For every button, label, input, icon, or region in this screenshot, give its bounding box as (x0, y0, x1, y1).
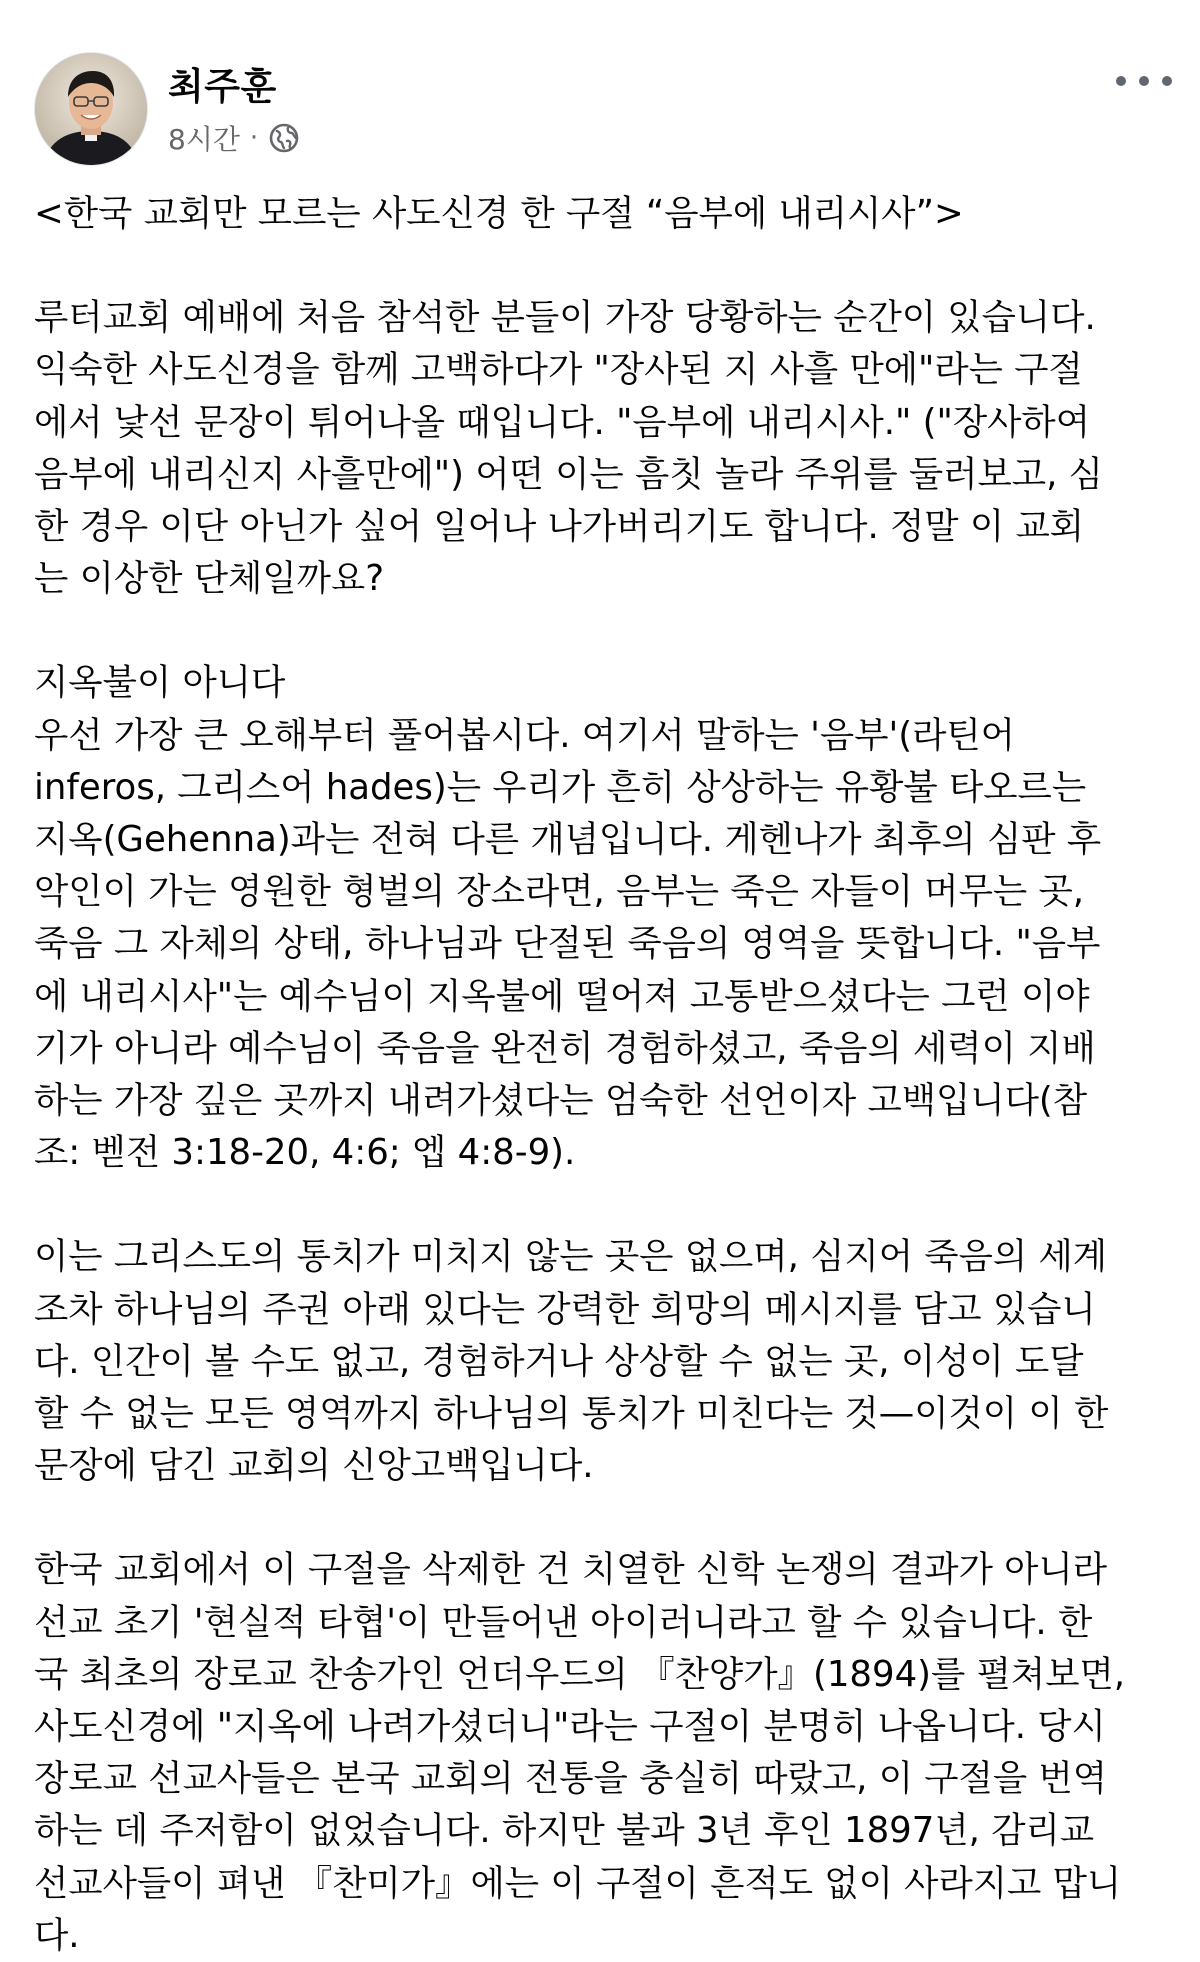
meta-separator: · (249, 123, 259, 153)
post-paragraph: 지옥불이 아니다 우선 가장 큰 오해부터 풀어봅시다. 여기서 말하는 '음부'(라틴어 inferos, 그리스어 hades)는 우리가 흔히 상상하는 유황불 타오르는 지옥(Gehenna)과는 전혀 다른 개념입니다. 게헨나가 최후의 심판 후 악인이 가는 영원한 형벌의 장소라면, 음부는 죽은 자들이 머무는 곳, 죽음 그 자체의 상태, 하나님과 단절된 죽음의 영역을 뜻합니다. "음부 에 내리시사"는 예수님이 지옥불에 떨어져 고통받으셨다는 그런 이야 기가 아니라 예수님이 죽음을 완전히 경험하셨고, 죽음의 세력이 지배 하는 가장 깊은 곳까지 내려가셨다는 엄숙한 선언이자 고백입니다(참 조: 벧전 3:18-20, 4:6; 엡 4:8-9). (34, 662, 1102, 1174)
paragraph-gap (34, 605, 1182, 657)
post-paragraph: 이는 그리스도의 통치가 미치지 않는 곳은 없으며, 심지어 죽음의 세계 조차 하나님의 주권 아래 있다는 강력한 희망의 메시지를 담고 있습니 다. 인간이 볼 수도 없고, 경험하거나 상상할 수 없는 곳, 이성이 도달 할 수 없는 모든 영역까지 하나님의 통치가 미친다는 것—이것이 이 한 문장에 담긴 교회의 신앙고백입니다. (34, 1236, 1109, 1487)
profile-photo (35, 53, 147, 165)
author-avatar[interactable] (34, 52, 148, 166)
post-header (34, 52, 1174, 170)
paragraph-gap (34, 240, 1182, 292)
more-horizontal-icon (1116, 76, 1126, 86)
post-text (34, 188, 1182, 1962)
more-options-button[interactable] (1116, 66, 1172, 96)
post-paragraph: 한국 교회에서 이 구절을 삭제한 건 치열한 신학 논쟁의 결과가 아니라 선교 초기 '현실적 타협'이 만들어낸 아이러니라고 할 수 있습니다. 한 국 최초의 장로교 찬송가인 언더우드의 『찬양가』(1894)를 펼쳐보면, 사도신경에 "지옥에 나려가셨더니"라는 구절이 분명히 나옵니다. 당시 장로교 선교사들은 본국 교회의 전통을 충실히 따랐고, 이 구절을 번역 하는 데 주저함이 없었습니다. 하지만 불과 3년 후인 1897년, 감리교 선교사들이 펴낸 『찬미가』에는 이 구절이 흔적도 없이 사라지고 맙니 다. (34, 1549, 1126, 1956)
post-title-line: <한국 교회만 모르는 사도신경 한 구절 “음부에 내리시사”> (34, 193, 964, 234)
author-name[interactable]: 최주훈 (168, 65, 277, 108)
post-paragraph: 루터교회 예배에 처음 참석한 분들이 가장 당황하는 순간이 있습니다. 익숙한 사도신경을 함께 고백하다가 "장사된 지 사흘 만에"라는 구절 에서 낯선 문장이 튀어나올 때입니다. "음부에 내리시사." ("장사하여 음부에 내리신지 사흘만에") 어떤 이는 흠칫 놀라 주위를 둘러보고, 심 한 경우 이단 아닌가 싶어 일어나 나가버리기도 합니다. 정말 이 교회 는 이상한 단체일까요? (34, 297, 1103, 600)
paragraph-gap (34, 1492, 1182, 1544)
paragraph-gap (34, 1179, 1182, 1231)
post-meta (168, 118, 300, 158)
post-timestamp[interactable]: 8시간 (168, 123, 240, 156)
more-horizontal-icon (1139, 76, 1149, 86)
globe-icon[interactable] (268, 122, 300, 154)
more-horizontal-icon (1162, 76, 1172, 86)
